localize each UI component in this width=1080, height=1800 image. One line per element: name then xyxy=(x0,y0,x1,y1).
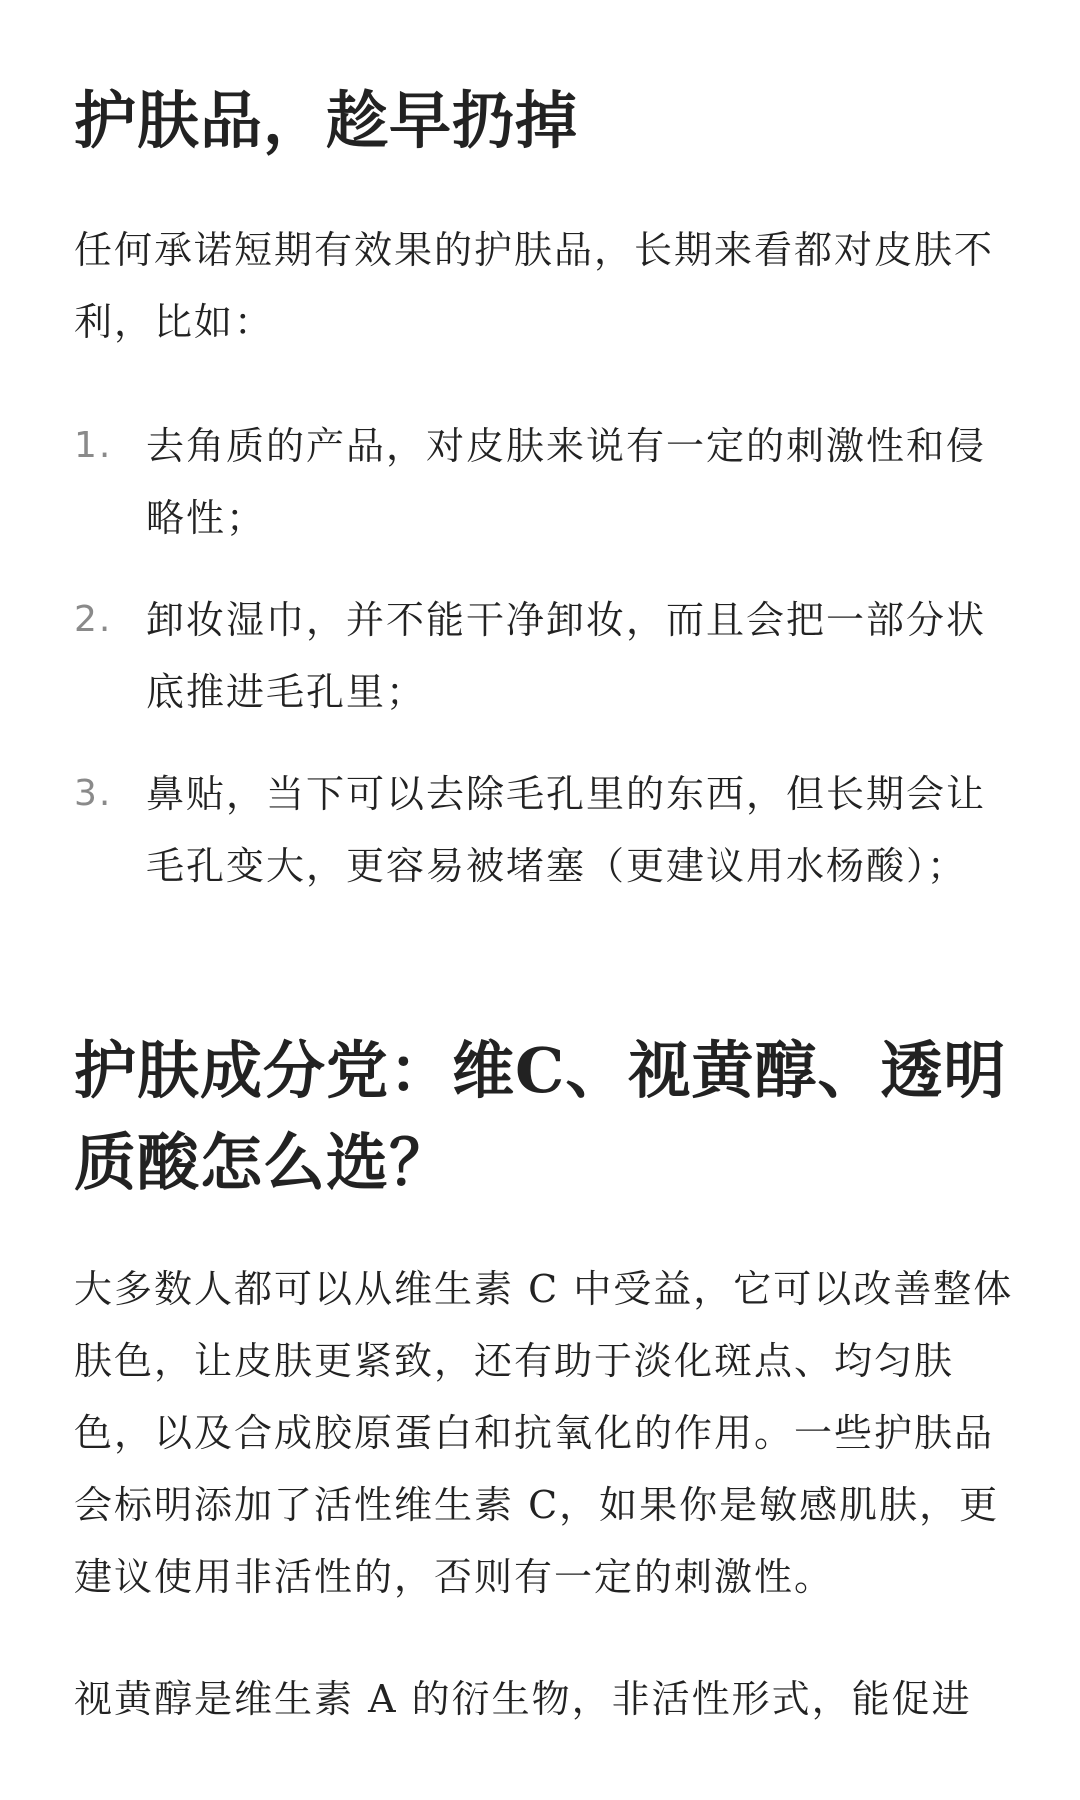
list-item xyxy=(74,410,1014,554)
section-heading-skincare-discard: 护肤品，趁早扔掉 xyxy=(74,84,579,157)
intro-paragraph: 任何承诺短期有效果的护肤品，长期来看都对皮肤不利，比如： xyxy=(74,228,995,344)
list-item-number: 1. xyxy=(74,425,113,466)
list-item-text: 鼻贴，当下可以去除毛孔里的东西，但长期会让毛孔变大，更容易被堵塞（更建议用水杨酸）； xyxy=(146,772,987,888)
list-item-number: 3. xyxy=(74,773,113,814)
retinol-paragraph: 视黄醇是维生素 A 的衍生物，非活性形式，能促进 xyxy=(74,1677,972,1721)
list-item-number: 2. xyxy=(74,599,113,640)
list-item-text: 卸妆湿巾，并不能干净卸妆，而且会把一部分状底推进毛孔里； xyxy=(146,598,987,714)
list-item xyxy=(74,758,1014,902)
discard-list xyxy=(74,410,1014,932)
list-item-text: 去角质的产品，对皮肤来说有一定的刺激性和侵略性； xyxy=(146,424,987,540)
list-item xyxy=(74,584,1014,728)
section-heading-ingredients: 护肤成分党：维C、视黄醇、透明质酸怎么选？ xyxy=(74,1034,1007,1199)
vitamin-c-paragraph: 大多数人都可以从维生素 C 中受益，它可以改善整体肤色，让皮肤更紧致，还有助于淡化斑点、均匀肤色，以及合成胶原蛋白和抗氧化的作用。一些护肤品会标明添加了活性维生素 C，如果你是敏感肌肤，更建议使用非活性的，否则有一定的刺激性。 xyxy=(74,1267,1014,1599)
